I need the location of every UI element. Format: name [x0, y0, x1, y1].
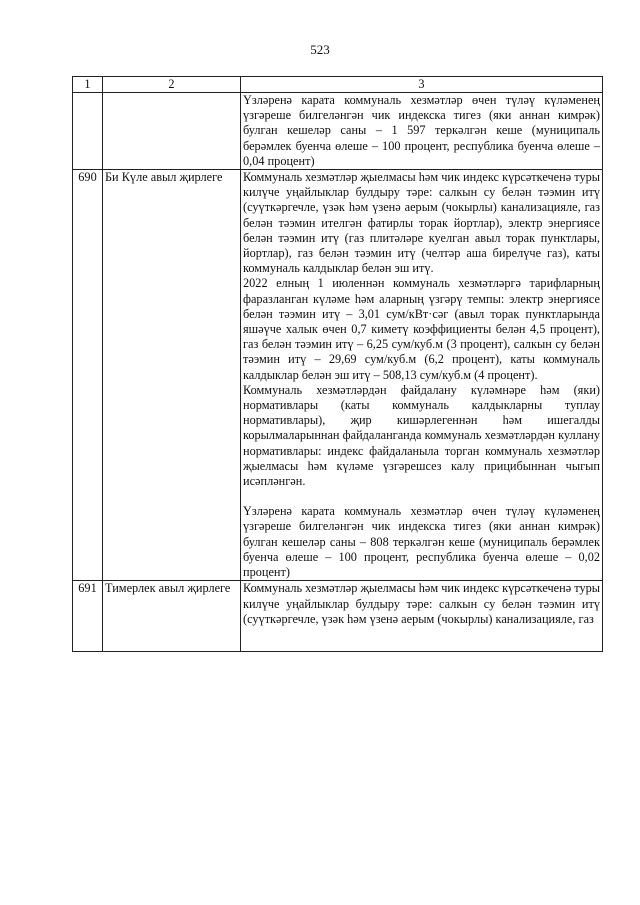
persons-count-paragraph: Үзләренә карата коммуналь хезмәтләр өчен түләү күләменең үзгәреше билгеләнгән чик индекска тигез (яки аннан кимрәк) булган кешеләр саны – 808 теркәлгән кеше (муниципаль берәмлек буенча өлеше – 100 процент, республика буенча өлеше – 0,02 процент) [243, 504, 600, 580]
utilities-paragraph: Коммуналь хезмәтләр җыелмасы һәм чик индекс күрсәткеченә туры килүче уңайлыклар булдыру тәре: салкын су белән тәэмин итү (суүткәргечле, үзәк һәм үзенә аерым (чокырлы) канализацияле, газ [243, 581, 600, 626]
table-row-690 [73, 170, 603, 581]
row-description-cell [241, 170, 603, 581]
row-number: 690 [73, 170, 103, 581]
table-row-691 [73, 581, 603, 652]
table-row-continuation [73, 93, 603, 170]
row-name-cell [103, 93, 241, 170]
tariffs-paragraph: 2022 елның 1 июленнән коммуналь хезмәтләргә тарифларның фаразланган күләме һәм аларның үзгәрү темпы: электр энергиясе белән тәэмин итү – 3,01 сум/кВт·сәг (авыл торак пунктларында яшәүче халык өчен 0,7 киметү коэффициенты белән 4,5 процент), газ белән тәэмин итү – 6,25 сум/куб.м (3 процент), салкын су белән тәэмин итү – 29,69 сум/куб.м (6,2 процент), каты коммуналь калдыклар белән эш итү – 508,13 сум/куб.м (4 процент). [243, 276, 600, 382]
row-number: 691 [73, 581, 103, 652]
utilities-paragraph: Коммуналь хезмәтләр җыелмасы һәм чик индекс күрсәткеченә туры килүче уңайлыклар булдыру тәре: салкын су белән тәэмин итү (суүткәргечле, үзәк һәм үзенә аерым (чокырлы) канализацияле, газ белән тәэмин ителгән фатирлы торак йортлар), электр энергиясе белән тәэмин итү (газ плитәләре куелган авыл торак пунктлары, йортлар), газ белән тәэмин итү (челтәр аша бирелүче газ), каты коммуналь калдыклар белән эш итү. [243, 170, 600, 276]
row-description-cell [241, 93, 603, 170]
column-header-1: 1 [73, 77, 103, 93]
continuation-paragraph: Үзләренә карата коммуналь хезмәтләр өчен түләү күләменең үзгәреше билгеләнгән чик индекска тигез (яки аннан кимрәк) булган кешеләр саны – 1 597 теркәлгән кеше (муниципаль берәмлек буенча өлеше – 100 процент, республика буенча өлеше – 0,04 процент) [243, 93, 600, 168]
data-table [72, 76, 603, 652]
row-number-cell [73, 93, 103, 170]
norms-paragraph: Коммуналь хезмәтләрдән файдалану күләмнәре һәм (яки) нормативлары (каты коммуналь калдыкларны туплау нормативлары), җир кишәрлегеннән һәм ишегалды корылмаларыннан файдаланганда коммуналь хезмәтләрдән куллану нормативлары: индекс файдаланыла торган коммуналь хезмәтләр җыелмасы һәм күләме үзгәрешсез калу прицибыннан чыгып исәпләнгән. [243, 382, 600, 489]
truncated-text-block [243, 581, 600, 651]
settlement-name: Тимерлек авыл җирлеге [103, 581, 241, 652]
row-description-cell [241, 581, 603, 652]
column-header-2: 2 [103, 77, 241, 93]
table-header-row [73, 77, 603, 93]
settlement-name: Би Күле авыл җирлеге [103, 170, 241, 581]
page-number: 523 [310, 42, 330, 57]
column-header-3: 3 [241, 77, 603, 93]
